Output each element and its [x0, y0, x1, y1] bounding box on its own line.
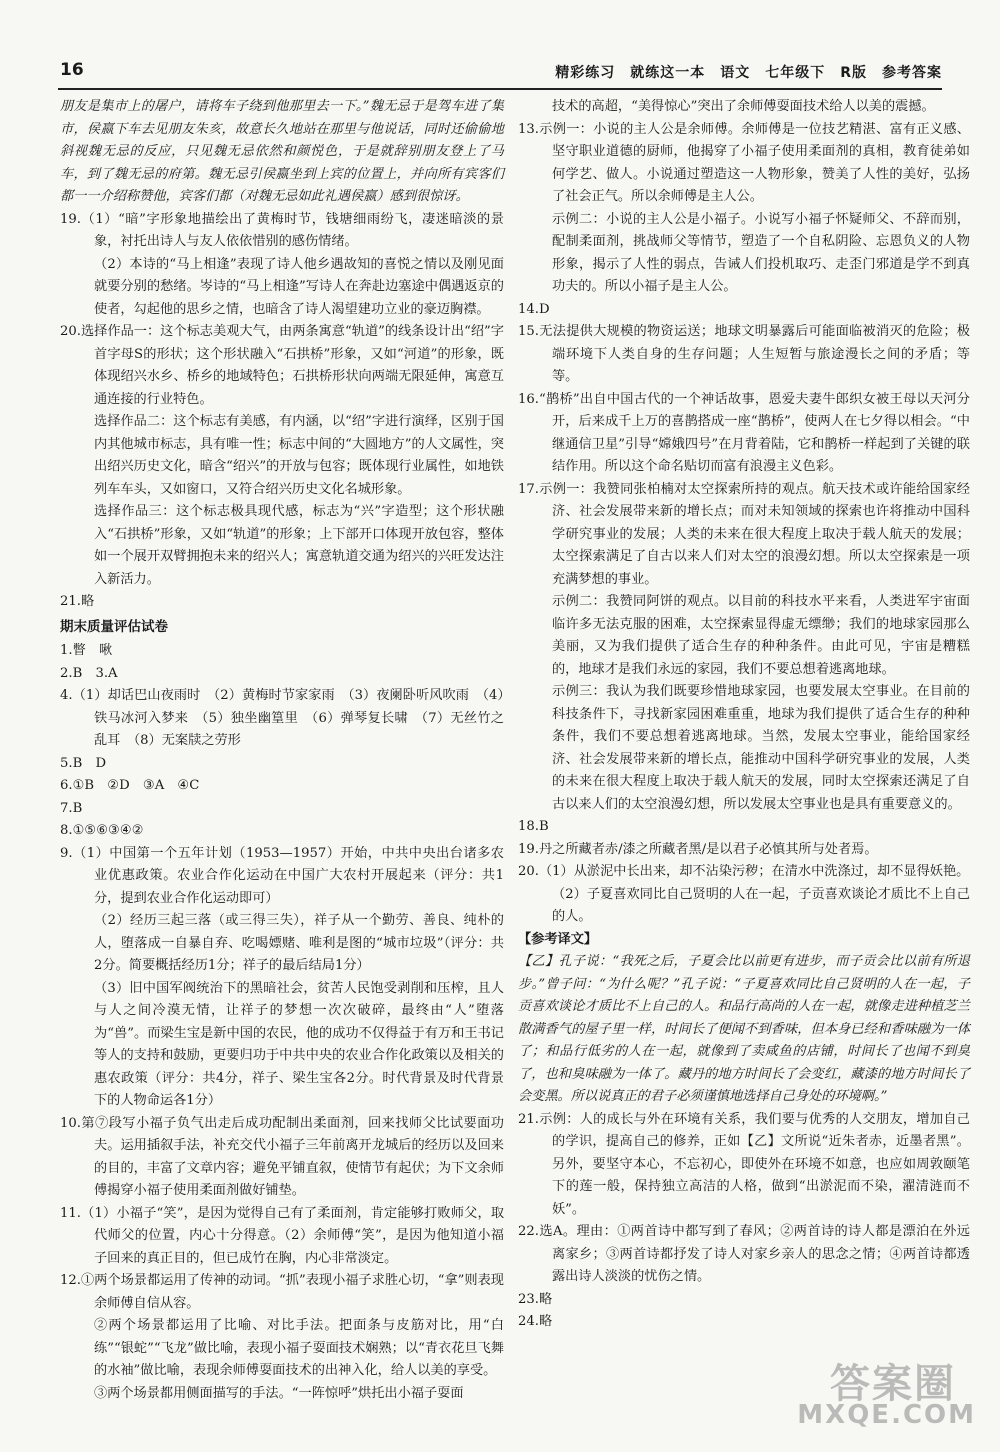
answer-paragraph: ③两个场景都用侧面描写的手法。“一阵惊呼”烘托出小福子耍面 [94, 1385, 464, 1401]
answer-paragraph: 示例二：我赞同阿饼的观点。以目前的科技水平来看，人类进军宇宙面临许多无法克服的困难，太空探索显得虚无缥缈；我们的地球家园那么美丽，又为我们提供了适合生存的种种条件。由此可见，宇宙是糟糕的，地球才是我们永远的家园，我们不要总想着逃离地球。 [552, 594, 970, 677]
answer-paragraph: （2）经历三起三落（或三得三失），祥子从一个勤劳、善良、纯朴的人，堕落成一自暴自弃、吃喝嫖赌、唯利是图的“城市垃圾”（评分：共2分。简要概括经历1分；祥子的最后结局1分） [94, 913, 504, 973]
answer-paragraph: 19.（1）“暗”字形象地描绘出了黄梅时节，钱塘细雨纷飞，凄迷暗淡的景象，衬托出诗人与友人依依惜别的感伤情绪。 [60, 211, 504, 249]
answer-paragraph: 【参考译文】 [518, 931, 598, 947]
answer-paragraph: 16.“鹊桥”出自中国古代的一个神话故事，恩爱夫妻牛郎织女被王母以天河分开，后来成千上万的喜鹊搭成一座“鹊桥”，使两人在七夕得以相会。“中继通信卫星”引导“嫦娥四号”在月背着陆，它和鹊桥一样起到了关键的联结作用。所以这个命名贴切而富有浪漫主义色彩。 [518, 391, 970, 474]
answer-paragraph: 13.示例一：小说的主人公是余师傅。余师傅是一位技艺精湛、富有正义感、坚守职业道德的厨师，他揭穿了小福子使用柔面剂的真相，教育徒弟如何学艺、做人。小说通过塑造这一人物形象，赞美了人性的美好，弘扬了社会正气。所以余师傅是主人公。 [518, 121, 970, 204]
answer-paragraph: 20.选择作品一：这个标志美观大气，由两条寓意“轨道”的线条设计出“绍”字首字母S的形状；这个形状融入“石拱桥”形象，又如“河道”的形象，既体现绍兴水乡、桥乡的地域特色；石拱桥形状向两端无限延伸，寓意互通连接的行业特色。 [60, 324, 504, 407]
answer-paragraph: 24.略 [518, 1314, 553, 1329]
answer-paragraph: 17.示例一：我赞同张柏楠对太空探索所持的观点。航天技术或许能给国家经济、社会发展带来新的增长点；而对未知领域的探索也许将推动中国科学研究事业的发展；人类的未来在很大程度上取决于载人航天的发展；太空探索满足了自古以来人们对太空的浪漫幻想。所以太空探索是一项充满梦想的事业。 [518, 481, 970, 587]
answer-paragraph: ②两个场景都运用了比喻、对比手法。把面条与皮筋对比，用“白练”“银蛇”“飞龙”做比喻，表现小福子耍面技术娴熟；以“青衣花旦飞舞的水袖”做比喻，表现余师傅耍面技术的出神入化，给人以美的享受。 [94, 1318, 504, 1378]
answer-paragraph: 23.略 [518, 1291, 553, 1307]
watermark-logo [797, 1352, 976, 1438]
answer-paragraph: 朋友是集市上的屠户，请将车子绕到他那里去一下。”魏无忌于是驾车进了集市，侯嬴下车去见朋友朱亥，故意长久地站在那里与他说话，同时还偷偷地斜视魏无忌的反应，只见魏无忌依然和颜悦色，于是就辞别朋友登上了马车，到了魏无忌的府第。魏无忌引侯嬴坐到上宾的位置上，并向所有宾客们都一一介绍称赞他，宾客们都（对魏无忌如此礼遇侯嬴）感到很惊讶。 [60, 99, 504, 204]
answer-paragraph: 7.B [60, 800, 83, 816]
answer-paragraph: 18.B [518, 819, 549, 834]
answer-paragraph: 19.丹之所藏者赤/漆之所藏者黑/是以君子必慎其所与处者焉。 [518, 841, 878, 857]
answer-paragraph: 技术的高超，“美得惊心”突出了余师傅耍面技术给人以美的震撼。 [552, 99, 935, 114]
answer-paragraph: 【乙】孔子说：“我死之后，子夏会比以前更有进步，而子贡会比以前有所退步。”曾子问：“为什么呢？”孔子说：“子夏喜欢同比自己贤明的人在一起，子贡喜欢谈论才质比不上自己的人。和品行高尚的人在一起，就像走进种植芝兰散满香气的屋子里一样，时间长了便闻不到香味，但本身已经和香味融为一体了；和品行低劣的人在一起，就像到了卖咸鱼的店铺，时间长了也闻不到臭了，也和臭味融为一体了。藏丹的地方时间长了会变红，藏漆的地方时间长了会变黑。所以说真正的君子必须谨慎地选择自己身处的环境啊。” [518, 954, 970, 1104]
right-column [518, 96, 970, 1334]
answer-paragraph: 14.D [518, 301, 550, 317]
section-title: 期末质量评估试卷 [60, 618, 168, 635]
answer-paragraph: 2.B 3.A [60, 665, 118, 681]
watermark-url: MXQE.COM [797, 1400, 976, 1430]
answer-paragraph: 9.（1）中国第一个五年计划（1953—1957）开始，中共中央出台诸多农业优惠政策。农业合作化运动在中国广大农村开展起来（评分：共1分，提到农业合作化运动即可） [60, 845, 504, 906]
answer-paragraph: 21.示例：人的成长与外在环境有关系，我们要与优秀的人交朋友，增加自己的学识，提高自己的修养，正如【乙】文所说“近朱者赤，近墨者黑”。另外，要坚守本心，不忘初心，即使外在环境不如意，也应如周敦颐笔下的莲一般，保持独立高洁的人格，做到“出淤泥而不染，濯清涟而不妖”。 [518, 1111, 970, 1217]
answer-paragraph: 选择作品二：这个标志有美感，有内涵，以“绍”字进行演绎，区别于国内其他城市标志，具有唯一性；标志中间的“大圆地方”的人文属性，突出绍兴历史文化，暗含“绍兴”的开放与包容；既体现行业属性，如地铁列车车头，又如窗口，又符合绍兴历史文化名城形象。 [94, 414, 504, 497]
answer-paragraph: 5.B D [60, 755, 107, 771]
answer-paragraph: 12.①两个场景都运用了传神的动词。“抓”表现小福子求胜心切，“拿”则表现余师傅自信从容。 [60, 1273, 504, 1311]
answer-paragraph: 示例三：我认为我们既要珍惜地球家园，也要发展太空事业。在目前的科技条件下，寻找新家园困难重重，地球为我们提供了适合生存的种种条件，我们不要总想着逃离地球。当然，发展太空事业，能给国家经济、社会发展带来新的增长点，能推动中国科学研究事业的发展，人类的未来在很大程度上取决于载人航天的发展，同时太空探索还满足了自古以来人们的太空浪漫幻想，所以发展太空事业也是具有重要意义的。 [552, 684, 970, 812]
answer-paragraph: 6.①B ②D ③A ④C [60, 778, 200, 793]
answer-paragraph: 11.（1）小福子“笑”，是因为觉得自己有了柔面剂，肯定能够打败师父，取代师父的位置，内心十分得意。（2）余师傅“笑”，是因为他知道小福子回来的真正目的，但已成竹在胸，内心非常淡定。 [60, 1205, 504, 1266]
answer-paragraph: （3）旧中国军阀统治下的黑暗社会，贫苦人民饱受剥削和压榨，且人与人之间冷漠无情，让祥子的梦想一次次破碎，最终由“人”堕落为“兽”。而梁生宝是新中国的农民，他的成功不仅得益于有万和王书记等人的支持和鼓励，更要归功于中共中央的农业合作化政策以及相关的惠农政策（评分：共4分，祥子、梁生宝各2分。时代背景及时代背景下的人物命运各1分） [94, 980, 504, 1108]
answer-paragraph: 15.无法提供大规模的物资运送；地球文明暴露后可能面临被消灭的危险；极端环境下人类自身的生存问题；人生短暂与旅途漫长之间的矛盾；等等。 [518, 324, 970, 384]
page-number: 16 [60, 60, 84, 80]
answer-paragraph: 20.（1）从淤泥中长出来，却不沾染污秽；在清水中洗涤过，却不显得妖艳。 [518, 864, 970, 879]
running-title: 精彩练习 就练这一本 语文 七年级下 R版 参考答案 [555, 65, 942, 81]
answer-paragraph: 4.（1）却话巴山夜雨时 （2）黄梅时节家家雨 （3）夜阑卧听风吹雨 （4）铁马冰河入梦来 （5）独坐幽篁里 （6）弹琴复长啸 （7）无丝竹之乱耳 （8）无案牍之劳形 [60, 688, 504, 748]
answer-paragraph: 22.选A。理由：①两首诗中都写到了春风；②两首诗的诗人都是漂泊在外远离家乡；③两首诗都抒发了诗人对家乡亲人的思念之情；④两首诗都透露出诗人淡淡的忧伤之情。 [518, 1224, 970, 1284]
answer-paragraph: 8.①⑤⑥③④② [60, 823, 144, 838]
answer-paragraph: 21.略 [60, 594, 95, 609]
watermark-text: 答案圈 [830, 1361, 956, 1407]
page-header [58, 58, 942, 90]
answer-paragraph: 1.瞥 啾 [60, 643, 113, 658]
answer-paragraph: （2）子夏喜欢同比自己贤明的人在一起，子贡喜欢谈论才质比不上自己的人。 [552, 886, 970, 924]
answer-paragraph: 10.第⑦段写小福子负气出走后成功配制出柔面剂，回来找师父比试要面功夫。运用插叙手法，补充交代小福子三年前离开龙城后的经历以及回来的目的，丰富了文章内容；避免平铺直叙，使情节有起伏；为下文余师傅揭穿小福子使用柔面剂做好铺垫。 [60, 1115, 504, 1198]
answer-paragraph: （2）本诗的“马上相逢”表现了诗人他乡遇故知的喜悦之情以及刚见面就要分别的愁绪。岑诗的“马上相逢”写诗人在奔赴边塞途中偶遇返京的使者，勾起他的思乡之情，也暗含了诗人渴望建功立业的豪迈胸襟。 [94, 256, 504, 317]
answer-paragraph: 示例二：小说的主人公是小福子。小说写小福子怀疑师父、不辞而别，配制柔面剂，挑战师父等情节，塑造了一个自私阴险、忘恩负义的人物形象，揭示了人性的弱点，告诫人们投机取巧、走歪门邪道是学不到真功夫的。所以小福子是主人公。 [552, 211, 970, 294]
answer-paragraph: 选择作品三：这个标志极具现代感，标志为“兴”字造型；这个形状融入“石拱桥”形象，又如“轨道”的形象；上下部开口体现开放包容，整体如一个展开双臂拥抱未来的绍兴人；寓意轨道交通为绍兴的兴旺发达注入新活力。 [94, 504, 504, 587]
left-column [60, 96, 504, 1405]
